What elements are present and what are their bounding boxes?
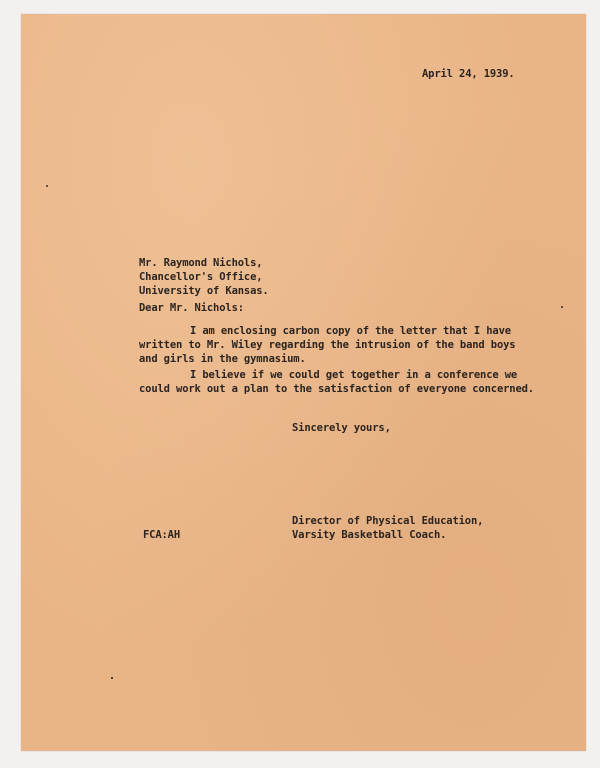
salutation: Dear Mr. Nichols: (139, 302, 244, 314)
signature-title-line: Director of Physical Education, (292, 515, 484, 527)
paragraph-one-line: written to Mr. Wiley regarding the intrusion of the band boys (139, 339, 516, 351)
signature-title-line: Varsity Basketball Coach. (292, 529, 447, 541)
paper-speck (46, 185, 48, 187)
paragraph-one-line: and girls in the gymnasium. (139, 353, 306, 365)
recipient-office: Chancellor's Office, (139, 271, 263, 283)
paragraph-two-line: could work out a plan to the satisfaction of everyone concerned. (139, 383, 534, 395)
recipient-name: Mr. Raymond Nichols, (139, 257, 263, 269)
letter-page (21, 14, 586, 751)
paragraph-one (139, 324, 515, 366)
recipient-institution: University of Kansas. (139, 285, 269, 297)
paragraph-two-line: I believe if we could get together in a conference we (190, 369, 518, 381)
paragraph-one-line: I am enclosing carbon copy of the letter that I have (190, 325, 511, 337)
typist-initials: FCA:AH (143, 529, 181, 541)
letter-date: April 24, 1939. (422, 68, 515, 80)
recipient-address (139, 256, 269, 298)
paper-speck (111, 677, 113, 679)
closing: Sincerely yours, (292, 422, 391, 434)
paragraph-two (139, 368, 534, 396)
signature-title (292, 514, 483, 542)
paper-speck (561, 306, 563, 308)
